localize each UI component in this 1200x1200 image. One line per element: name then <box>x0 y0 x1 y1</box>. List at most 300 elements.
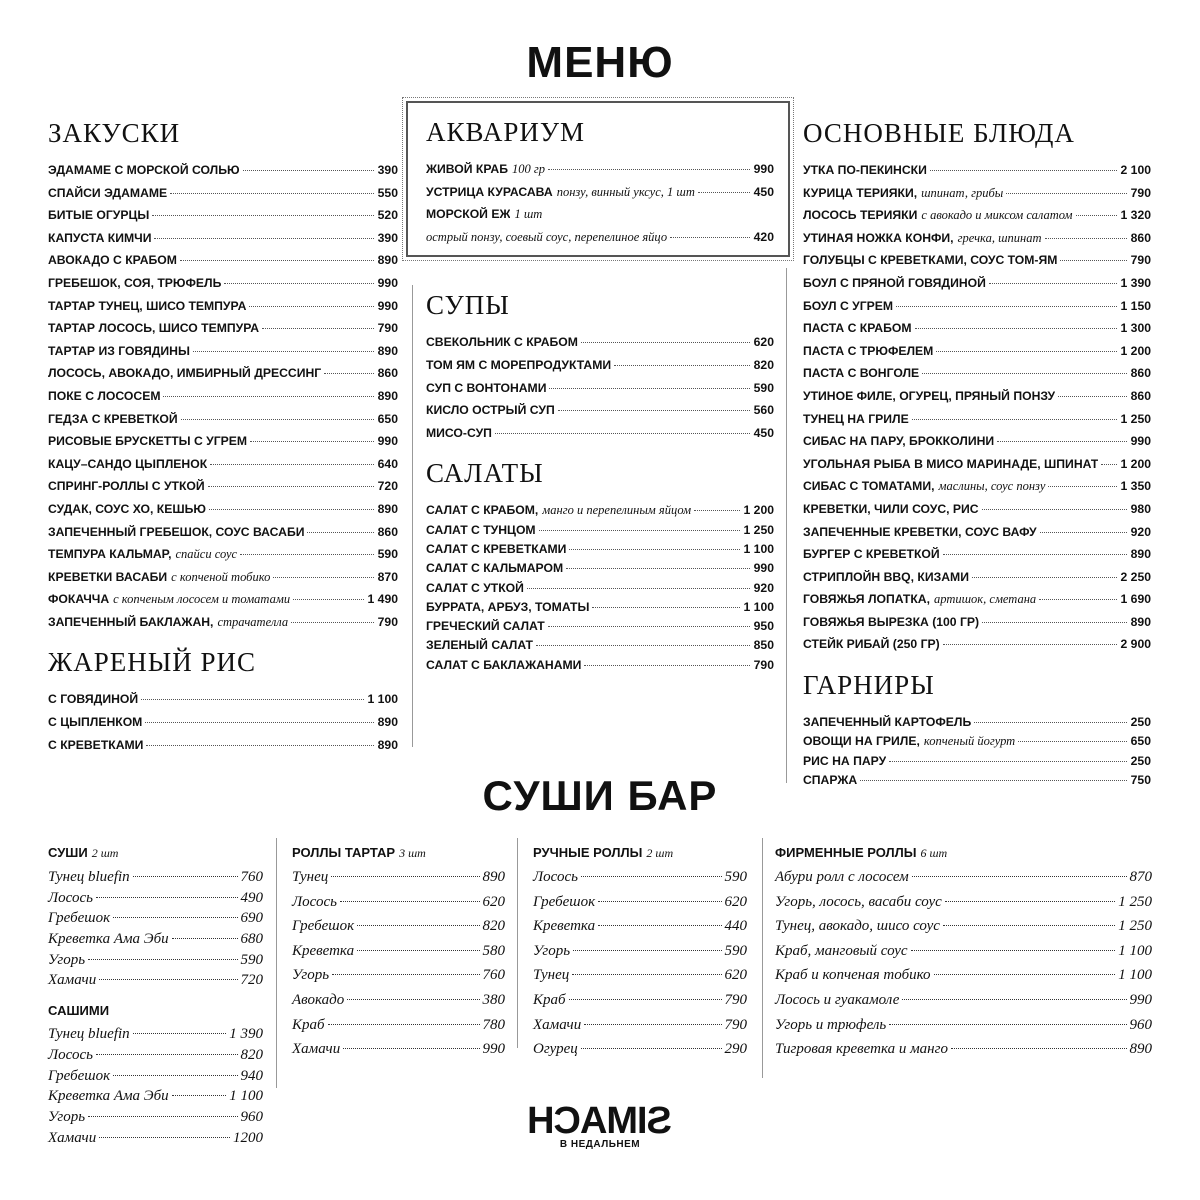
sushi-item <box>48 931 263 952</box>
leader-dots <box>982 509 1127 510</box>
sushi-item <box>48 1026 263 1047</box>
col-left <box>48 118 398 760</box>
item-name: САЛАТ С КРЕВЕТКАМИ <box>426 541 567 556</box>
section-title-zakuski: ЗАКУСКИ <box>48 118 181 148</box>
col-middle <box>426 117 774 677</box>
leader-dots <box>332 974 479 975</box>
item-price: 650 <box>377 411 398 426</box>
sushi-item <box>533 967 747 992</box>
item-description: копченый йогурт <box>923 734 1016 749</box>
item-price: 870 <box>377 569 398 584</box>
item-description: 1 шт <box>514 207 543 222</box>
item-price: 560 <box>753 403 774 418</box>
leader-dots <box>99 979 237 980</box>
leader-dots <box>598 925 721 926</box>
leader-dots <box>911 950 1116 951</box>
item-price: 590 <box>377 547 398 562</box>
sushi-item <box>775 869 1152 894</box>
item-price: 620 <box>482 893 505 910</box>
item-name: Краб <box>533 991 566 1008</box>
menu-item <box>48 715 398 738</box>
logo-subtitle: В НЕДАЛЬНЕМ <box>559 1139 641 1150</box>
leader-dots <box>1076 215 1117 216</box>
sushi-item <box>48 910 263 931</box>
menu-item <box>426 335 774 358</box>
item-name: Лосось <box>48 889 93 906</box>
menu-item <box>48 547 398 570</box>
leader-dots <box>896 306 1116 307</box>
item-price: 870 <box>1129 869 1152 885</box>
leader-dots <box>250 441 374 442</box>
item-price: 250 <box>1130 753 1151 768</box>
menu-item <box>803 547 1151 570</box>
item-name: МОРСКОЙ ЕЖ <box>426 207 511 222</box>
item-name: Краб, манговый соус <box>775 942 908 959</box>
item-price: 640 <box>377 456 398 471</box>
item-price: 790 <box>377 614 398 629</box>
item-name: Угорь <box>533 942 571 959</box>
item-name: СПАРЖА <box>803 772 858 787</box>
item-name: Лосось и гуакамоле <box>775 991 900 1008</box>
item-price: 290 <box>724 1041 747 1058</box>
item-price: 1 100 <box>743 599 774 614</box>
leader-dots <box>357 950 479 951</box>
leader-dots <box>243 170 374 171</box>
leader-dots <box>347 999 479 1000</box>
item-name: Хамачи <box>292 1041 341 1058</box>
menu-item <box>48 457 398 480</box>
item-price: 860 <box>377 524 398 539</box>
leader-dots <box>96 1054 238 1055</box>
sushi-item <box>292 869 505 894</box>
sushi-item <box>533 1041 747 1066</box>
item-price: 650 <box>1130 734 1151 749</box>
section-title-garnish: ГАРНИРЫ <box>803 670 935 701</box>
menu-item <box>803 615 1151 638</box>
menu-title: МЕНЮ <box>526 38 674 87</box>
menu-item <box>48 502 398 525</box>
sushi-item <box>48 890 263 911</box>
item-price: 780 <box>482 1016 505 1033</box>
sushi-col-2 <box>292 845 505 1066</box>
item-name: Тунец, авокадо, шисо соус <box>775 918 940 935</box>
item-name: Гребешок <box>48 910 111 927</box>
item-price: 890 <box>377 715 398 730</box>
item-name: КРЕВЕТКИ, ЧИЛИ СОУС, РИС <box>803 501 979 516</box>
item-price: 390 <box>377 163 398 177</box>
item-name: САЛАТ С ТУНЦОМ <box>426 522 536 537</box>
item-price: 790 <box>377 321 398 336</box>
menu-item <box>803 321 1151 344</box>
leader-dots <box>1006 193 1126 194</box>
item-price: 1 390 <box>229 1026 263 1043</box>
item-name: СУДАК, СОУС ХО, КЕШЬЮ <box>48 501 206 516</box>
item-price: 2 250 <box>1120 569 1151 584</box>
menu-item <box>426 619 774 638</box>
leader-dots <box>145 722 373 723</box>
item-name: ЗАПЕЧЕННЫЙ ГРЕБЕШОК, СОУС ВАСАБИ <box>48 524 305 539</box>
sushi-item <box>292 943 505 968</box>
item-name: ЛОСОСЬ ТЕРИЯКИ <box>803 208 918 223</box>
signature-rolls-list <box>775 869 1152 1066</box>
signature-rolls-heading: ФИРМЕННЫЕ РОЛЛЫ 6 шт <box>775 845 948 860</box>
leader-dots <box>180 260 374 261</box>
divider <box>276 838 277 1088</box>
item-name: ЗАПЕЧЕННЫЙ БАКЛАЖАН, <box>48 614 214 629</box>
leader-dots <box>113 1075 237 1076</box>
menu-item <box>803 344 1151 367</box>
item-price: 250 <box>1130 715 1151 730</box>
item-name: ТАРТАР ТУНЕЦ, ШИСО ТЕМПУРА <box>48 298 247 313</box>
menu-item <box>426 207 774 230</box>
item-description: с авокадо и миксом салатом <box>921 208 1073 223</box>
leader-dots <box>172 1095 227 1096</box>
leader-dots <box>328 1024 480 1025</box>
item-name: ТЕМПУРА КАЛЬМАР, <box>48 547 172 562</box>
sushi-item <box>775 894 1152 919</box>
leader-dots <box>273 577 373 578</box>
item-price: 1 350 <box>1120 479 1151 494</box>
menu-item <box>48 412 398 435</box>
item-price: 990 <box>377 298 398 313</box>
menu-item <box>803 366 1151 389</box>
item-name: ПАСТА С КРАБОМ <box>803 321 912 336</box>
leader-dots <box>324 373 373 374</box>
menu-item <box>48 231 398 254</box>
leader-dots <box>581 876 722 877</box>
sushi-item <box>533 1017 747 1042</box>
item-price: 2 900 <box>1120 637 1151 652</box>
section-title-soups: СУПЫ <box>426 290 510 321</box>
item-name: ТАРТАР ЛОСОСЬ, ШИСО ТЕМПУРА <box>48 321 260 336</box>
item-name: БУРГЕР С КРЕВЕТКОЙ <box>803 547 940 562</box>
leader-dots <box>943 925 1115 926</box>
item-price: 760 <box>240 869 263 885</box>
leader-dots <box>1018 741 1126 742</box>
leader-dots <box>912 876 1127 877</box>
item-name: САЛАТ С УТКОЙ <box>426 580 524 595</box>
menu-item <box>48 186 398 209</box>
item-price: 860 <box>1130 388 1151 403</box>
menu-item <box>48 344 398 367</box>
item-name: КУРИЦА ТЕРИЯКИ, <box>803 185 918 200</box>
item-name: САЛАТ С КАЛЬМАРОМ <box>426 561 564 576</box>
item-price: 1 200 <box>1120 456 1151 471</box>
menu-item <box>48 738 398 761</box>
menu-item <box>426 581 774 600</box>
item-price: 450 <box>753 425 774 440</box>
item-name: С ГОВЯДИНОЙ <box>48 692 139 707</box>
leader-dots <box>982 622 1127 623</box>
item-price: 620 <box>724 893 747 910</box>
item-price: 590 <box>753 380 774 395</box>
item-name: СИБАС С ТОМАТАМИ, <box>803 479 935 494</box>
item-name: СПРИНГ-РОЛЛЫ С УТКОЙ <box>48 479 205 494</box>
leader-dots <box>592 607 739 608</box>
item-name: ТАРТАР ИЗ ГОВЯДИНЫ <box>48 343 190 358</box>
menu-item <box>48 692 398 715</box>
item-name: Угорь <box>48 951 86 968</box>
sushi-item <box>533 943 747 968</box>
leader-dots <box>945 901 1115 902</box>
item-price: 890 <box>377 388 398 403</box>
item-name: С КРЕВЕТКАМИ <box>48 737 144 752</box>
leader-dots <box>548 626 750 627</box>
leader-dots <box>172 938 238 939</box>
menu-item <box>803 434 1151 457</box>
leader-dots <box>912 419 1117 420</box>
leader-dots <box>113 917 237 918</box>
aquarium-list <box>426 162 774 252</box>
leader-dots <box>293 599 363 600</box>
leader-dots <box>936 351 1116 352</box>
sushi-item <box>775 967 1152 992</box>
item-price: 590 <box>240 951 263 968</box>
item-name: Тунец bluefin <box>48 869 130 885</box>
menu-item <box>426 230 774 253</box>
sushi-item <box>48 972 263 993</box>
item-price: 490 <box>240 889 263 906</box>
menu-item <box>803 231 1151 254</box>
menu-item <box>803 163 1151 186</box>
item-price: 790 <box>1130 185 1151 200</box>
menu-item <box>48 525 398 548</box>
item-name: БИТЫЕ ОГУРЦЫ <box>48 208 150 223</box>
tartar-rolls-list <box>292 869 505 1066</box>
leader-dots <box>88 959 237 960</box>
leader-dots <box>152 215 373 216</box>
item-name: Хамачи <box>48 972 97 989</box>
leader-dots <box>930 170 1117 171</box>
item-price: 990 <box>482 1041 505 1058</box>
item-name: ЗЕЛЕНЫЙ САЛАТ <box>426 638 533 653</box>
item-name: УТИНОЕ ФИЛЕ, ОГУРЕЦ, ПРЯНЫЙ ПОНЗУ <box>803 388 1056 403</box>
leader-dots <box>209 509 374 510</box>
leader-dots <box>584 1024 721 1025</box>
mains-list <box>803 163 1151 660</box>
sushi-item <box>292 894 505 919</box>
item-description: 100 гр <box>511 162 545 176</box>
leader-dots <box>598 901 721 902</box>
sushi-col-4 <box>775 845 1152 1066</box>
item-name: СИБАС НА ПАРУ, БРОККОЛИНИ <box>803 434 995 449</box>
sushi-item <box>775 1041 1152 1066</box>
leader-dots <box>548 169 750 170</box>
item-price: 550 <box>377 185 398 200</box>
leader-dots <box>1058 396 1127 397</box>
leader-dots <box>860 780 1127 781</box>
item-description: маслины, соус понзу <box>938 479 1046 494</box>
item-price: 790 <box>1130 253 1151 268</box>
item-name: УТИНАЯ НОЖКА КОНФИ, <box>803 230 954 245</box>
item-description: острый понзу, соевый соус, перепелиное яйцо <box>426 229 668 244</box>
menu-item <box>803 773 1151 792</box>
leader-dots <box>902 999 1126 1000</box>
item-price: 1 690 <box>1120 592 1151 607</box>
item-price: 820 <box>753 357 774 372</box>
item-name: КРЕВЕТКИ ВАСАБИ <box>48 569 168 584</box>
item-description: понзу, винный уксус, 1 шт <box>556 184 695 199</box>
item-price: 520 <box>377 208 398 223</box>
item-name: СТЕЙК РИБАЙ (250 ГР) <box>803 637 940 652</box>
item-name: Креветка <box>533 918 596 935</box>
logo-mark: SIMACH <box>528 1100 672 1142</box>
item-name: Авокадо <box>292 991 345 1008</box>
tartar-rolls-heading: РОЛЛЫ ТАРТАР 3 шт <box>292 845 426 860</box>
item-name: КАЦУ–САНДО ЦЫПЛЕНОК <box>48 456 208 471</box>
col-right <box>803 118 1151 792</box>
item-name: СУП С ВОНТОНАМИ <box>426 380 547 395</box>
leader-dots <box>193 351 374 352</box>
leader-dots <box>670 237 750 238</box>
menu-item <box>803 715 1151 734</box>
item-price: 990 <box>1129 991 1152 1008</box>
item-name: Тунец <box>533 967 570 984</box>
item-name: ФОКАЧЧА <box>48 592 110 607</box>
item-name: ЭДАМАМЕ С МОРСКОЙ СОЛЬЮ <box>48 163 240 177</box>
item-price: 820 <box>482 918 505 935</box>
item-price: 950 <box>753 619 774 634</box>
menu-item <box>48 253 398 276</box>
leader-dots <box>163 396 373 397</box>
leader-dots <box>307 532 373 533</box>
menu-item <box>48 434 398 457</box>
menu-item <box>48 299 398 322</box>
item-name: ЗАПЕЧЕННЫЙ КАРТОФЕЛЬ <box>803 715 972 730</box>
menu-item <box>426 403 774 426</box>
item-price: 790 <box>753 657 774 672</box>
item-description: с копченым лососем и томатами <box>113 592 291 607</box>
item-price: 1 250 <box>1118 893 1152 910</box>
item-name: ПАСТА С ТРЮФЕЛЕМ <box>803 343 934 358</box>
item-name: ГОВЯЖЬЯ ВЫРЕЗКА (100 ГР) <box>803 614 980 629</box>
leader-dots <box>997 441 1126 442</box>
item-description: с копченой тобико <box>171 569 271 584</box>
sushi-item <box>775 943 1152 968</box>
item-price: 790 <box>724 1016 747 1033</box>
sushi-item <box>533 869 747 894</box>
menu-item <box>48 208 398 231</box>
menu-item <box>803 734 1151 753</box>
item-price: 760 <box>482 967 505 984</box>
item-description: страчателла <box>217 614 289 629</box>
leader-dots <box>146 745 373 746</box>
item-price: 990 <box>1130 434 1151 449</box>
item-name: САЛАТ С БАКЛАЖАНАМИ <box>426 657 582 672</box>
item-price: 1 100 <box>1118 942 1152 959</box>
sushi-item <box>775 918 1152 943</box>
menu-item <box>803 525 1151 548</box>
sushi-item <box>533 894 747 919</box>
garnish-list <box>803 715 1151 792</box>
item-name: ПОКЕ С ЛОСОСЕМ <box>48 388 161 403</box>
menu-item <box>48 163 398 186</box>
item-name: Гребешок <box>48 1067 111 1084</box>
leader-dots <box>340 901 480 902</box>
item-price: 1 300 <box>1120 321 1151 336</box>
sashimi-heading: САШИМИ <box>48 1003 110 1019</box>
sushi-item <box>292 992 505 1017</box>
item-price: 1 250 <box>1118 918 1152 935</box>
item-name: Хамачи <box>48 1129 97 1146</box>
item-price: 1 150 <box>1120 298 1151 313</box>
item-price: 1 390 <box>1120 275 1151 290</box>
item-price: 390 <box>377 230 398 245</box>
item-price: 680 <box>240 931 263 948</box>
item-price: 620 <box>753 335 774 350</box>
item-price: 890 <box>1130 614 1151 629</box>
item-description: шпинат, грибы <box>921 185 1004 200</box>
item-price: 980 <box>1130 501 1151 516</box>
item-price: 2 100 <box>1120 163 1151 177</box>
leader-dots <box>133 1033 227 1034</box>
hand-rolls-list <box>533 869 747 1066</box>
leader-dots <box>495 433 750 434</box>
item-name: БОУЛ С ПРЯНОЙ ГОВЯДИНОЙ <box>803 275 986 290</box>
leader-dots <box>974 722 1126 723</box>
menu-item <box>426 185 774 208</box>
menu-item <box>803 570 1151 593</box>
menu-item <box>426 426 774 449</box>
item-name: Лосось <box>292 893 337 910</box>
leader-dots <box>357 925 479 926</box>
item-price: 890 <box>377 737 398 752</box>
leader-dots <box>1101 464 1116 465</box>
item-price: 450 <box>753 184 774 199</box>
leader-dots <box>181 419 374 420</box>
item-name: СПАЙСИ ЭДАМАМЕ <box>48 185 168 200</box>
item-name: ГРЕБЕШОК, СОЯ, ТРЮФЕЛЬ <box>48 275 222 290</box>
item-name: С ЦЫПЛЕНКОМ <box>48 715 143 730</box>
sushi-item <box>48 1047 263 1068</box>
item-description: манго и перепелиным яйцом <box>542 503 692 518</box>
item-name: Креветка Ама Эби <box>48 931 169 948</box>
sushi-item <box>533 992 747 1017</box>
item-price: 690 <box>240 910 263 927</box>
leader-dots <box>989 283 1117 284</box>
leader-dots <box>698 192 750 193</box>
item-name: ЗАПЕЧЕННЫЕ КРЕВЕТКИ, СОУС ВАФУ <box>803 524 1037 539</box>
item-name: Угорь <box>48 1108 86 1125</box>
leader-dots <box>291 622 374 623</box>
menu-item <box>803 299 1151 322</box>
leader-dots <box>922 373 1126 374</box>
item-name: Краб и копченая тобико <box>775 967 931 984</box>
sushi-col-3 <box>533 845 747 1066</box>
item-name: ГОЛУБЦЫ С КРЕВЕТКАМИ, СОУС ТОМ-ЯМ <box>803 253 1058 268</box>
item-price: 890 <box>482 869 505 885</box>
salads-list <box>426 503 774 677</box>
menu-item <box>803 389 1151 412</box>
leader-dots <box>170 193 374 194</box>
item-price: 420 <box>753 229 774 244</box>
item-name: ТУНЕЦ НА ГРИЛЕ <box>803 411 909 426</box>
menu-item <box>48 479 398 502</box>
item-price: 860 <box>1130 230 1151 245</box>
leader-dots <box>558 410 750 411</box>
item-price: 990 <box>753 162 774 176</box>
leader-dots <box>1048 486 1116 487</box>
item-name: СТРИПЛОЙН BBQ, КИЗАМИ <box>803 569 969 584</box>
item-name: БОУЛ С УГРЕМ <box>803 298 894 313</box>
item-name: Угорь <box>292 967 330 984</box>
item-price: 750 <box>1130 772 1151 787</box>
menu-item <box>803 186 1151 209</box>
leader-dots <box>343 1048 479 1049</box>
menu-item <box>48 321 398 344</box>
item-name: Угорь, лосось, васаби соус <box>775 893 942 910</box>
item-name: РИС НА ПАРУ <box>803 753 887 768</box>
